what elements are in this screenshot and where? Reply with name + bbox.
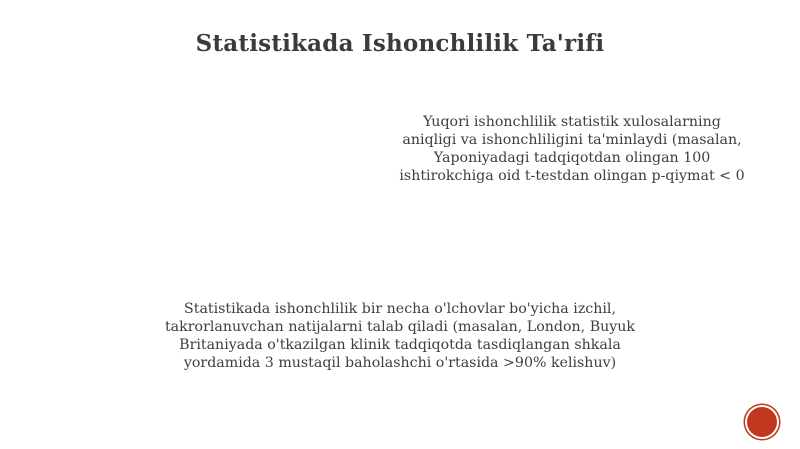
bottom-text-line: Britaniyada o'tkazilgan klinik tadqiqotda tasdiqlangan shkala: [179, 337, 621, 353]
bottom-text-line: Statistikada ishonchlilik bir necha o'lchovlar bo'yicha izchil,: [184, 301, 616, 317]
slide-title: Statistikada Ishonchlilik Ta'rifi: [195, 30, 605, 57]
top-text-line: aniqligi va ishonchliligini ta'minlaydi (masalan,: [402, 132, 742, 148]
bottom-text-line: takrorlanuvchan natijalarni talab qiladi (masalan, London, Buyuk: [164, 319, 636, 335]
bottom-text-block: [150, 300, 650, 372]
next-slide-button[interactable]: [747, 407, 777, 437]
top-text-line: Yaponiyadagi tadqiqotdan olingan 100: [433, 150, 711, 166]
top-text-block: [392, 113, 752, 185]
top-text-line: Yuqori ishonchlilik statistik xulosalarning: [423, 114, 721, 130]
top-text-line: ishtirokchiga oid t-testdan olingan p-qiymat < 0: [399, 168, 745, 184]
bottom-text-line: yordamida 3 mustaqil baholashchi o'rtasida >90% kelishuv): [183, 355, 617, 371]
